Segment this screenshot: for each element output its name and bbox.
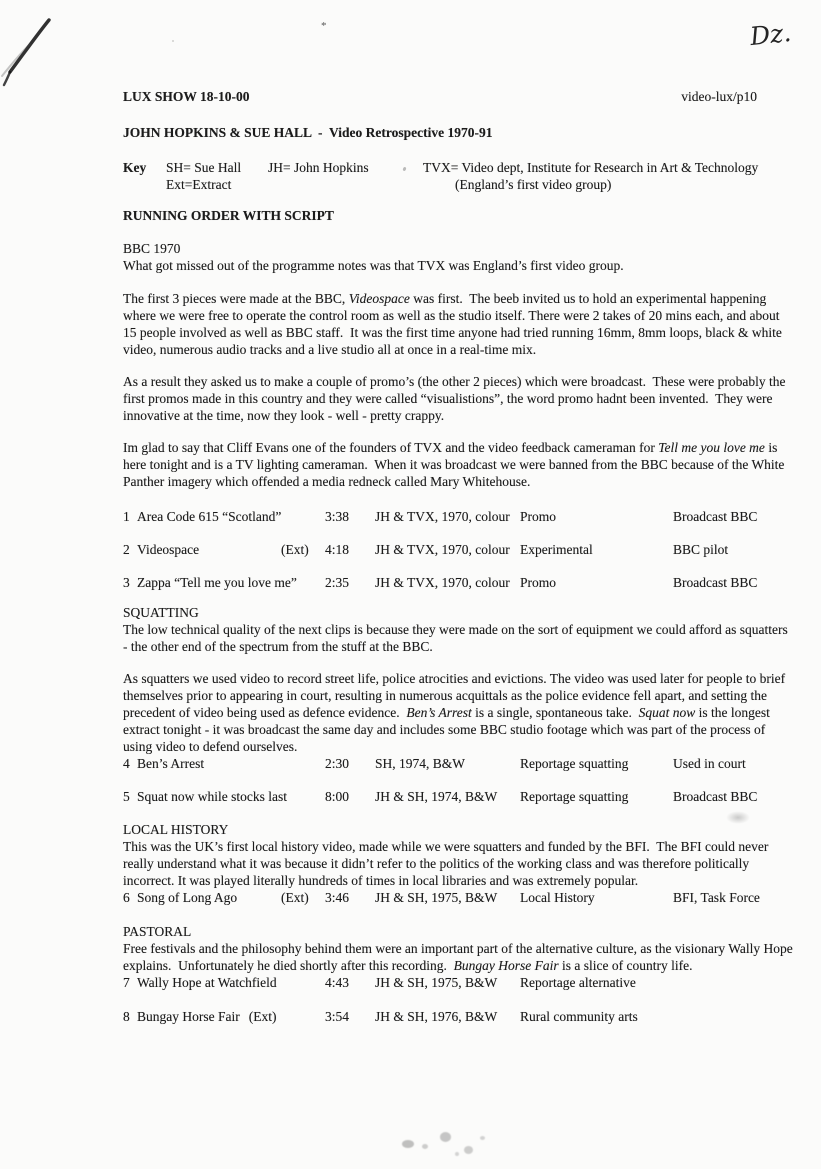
- section-heading-squatting: SQUATTING: [123, 605, 199, 620]
- row-duration: 4:43: [325, 975, 350, 990]
- row-status: Broadcast BBC: [673, 575, 758, 590]
- row-status: [673, 974, 795, 991]
- row-credits: JH & TVX, 1970, colour: [375, 542, 510, 557]
- paragraph: What got missed out of the programme notes was that TVX was England’s first video group.: [123, 258, 624, 273]
- row-status: Broadcast BBC: [673, 509, 758, 524]
- section-pastoral: [123, 923, 795, 974]
- paragraph: As a result they asked us to make a couple of promo’s (the other 2 pieces) which were broadcast. These were probably the first promos made in this country and they were called “visualistions”, the word promo hadnt been invented. They were innovative at the time, now they look - well - pretty crappy.: [123, 374, 789, 423]
- row-number: 5: [123, 789, 130, 804]
- scan-artifact-speck: [172, 40, 174, 42]
- row-ext: (Ext): [281, 542, 309, 557]
- row-title: 8 Bungay Horse Fair (Ext): [123, 1009, 277, 1024]
- row-genre: Rural community arts: [520, 1009, 638, 1024]
- section-heading-local-history: LOCAL HISTORY: [123, 822, 229, 837]
- row-title: 4 Ben’s Arrest: [123, 756, 205, 771]
- row-status: BBC pilot: [673, 542, 729, 557]
- key-ext: Ext=Extract: [166, 177, 232, 192]
- table-row: [123, 508, 795, 525]
- row-title: 1 Area Code 615 “Scotland”: [123, 509, 282, 524]
- row-credits: SH, 1974, B&W: [375, 756, 466, 771]
- key-label: Key: [123, 160, 147, 175]
- row-duration: 4:18: [325, 542, 350, 557]
- row-credits: JH & SH, 1974, B&W: [375, 789, 498, 804]
- handwritten-annotation: Dz.: [748, 17, 793, 52]
- row-credits: JH & SH, 1975, B&W: [375, 890, 498, 905]
- table-row: [123, 788, 795, 805]
- row-credits: JH & TVX, 1970, colour: [375, 509, 510, 524]
- row-status: [673, 1008, 795, 1025]
- row-number: 3: [123, 575, 130, 590]
- show-title: LUX SHOW 18-10-00: [123, 89, 250, 104]
- row-genre: Reportage squatting: [520, 789, 629, 804]
- section-heading-pastoral: PASTORAL: [123, 924, 192, 939]
- pen-stroke-mark: [0, 8, 60, 90]
- key-tvx-note: (England’s first video group): [455, 177, 612, 192]
- section-heading-bbc: BBC 1970: [123, 241, 181, 256]
- paragraph: Im glad to say that Cliff Evans one of the founders of TVX and the video feedback cameraman for Tell me you love me is here tonight and is a TV lighting cameraman. When it was broadcast we were banned from the BBC because of the White Panther imagery which offended a media redneck called Mary Whitehouse.: [123, 440, 788, 489]
- row-status: Broadcast BBC: [673, 789, 758, 804]
- key-sh: SH= Sue Hall: [166, 160, 242, 175]
- row-title: 7 Wally Hope at Watchfield: [123, 975, 277, 990]
- scan-artifact-asterisk: *: [321, 20, 327, 32]
- row-duration: 3:54: [325, 1009, 350, 1024]
- row-credits: JH & SH, 1975, B&W: [375, 975, 498, 990]
- row-genre: Reportage alternative: [520, 975, 636, 990]
- row-title: 2 Videospace (Ext): [123, 542, 309, 557]
- scan-artifact-smudges: [392, 1122, 522, 1167]
- document-header: [123, 88, 795, 105]
- key-jh: JH= John Hopkins: [268, 160, 369, 175]
- row-duration: 3:38: [325, 509, 350, 524]
- table-row: [123, 574, 795, 591]
- row-ext: (Ext): [281, 890, 309, 905]
- row-credits: JH & TVX, 1970, colour: [375, 575, 510, 590]
- row-status: BFI, Task Force: [673, 890, 760, 905]
- row-number: 4: [123, 756, 130, 771]
- table-row: [123, 1008, 795, 1025]
- table-row: [123, 541, 795, 558]
- running-order-heading: RUNNING ORDER WITH SCRIPT: [123, 208, 334, 223]
- section-bbc: [123, 240, 795, 274]
- row-title: 6 Song of Long Ago (Ext): [123, 890, 309, 905]
- paragraph: The low technical quality of the next clips is because they were made on the sort of equipment we could afford as squatters - the other end of the spectrum from the stuff at the BBC.: [123, 622, 792, 654]
- row-status: Used in court: [673, 756, 746, 771]
- document-content: [123, 88, 795, 1025]
- key-legend: [123, 159, 795, 193]
- page-title: JOHN HOPKINS & SUE HALL - Video Retrospective 1970-91: [123, 125, 493, 140]
- row-title: 5 Squat now while stocks last: [123, 789, 287, 804]
- row-duration: 3:46: [325, 890, 350, 905]
- row-credits: JH & SH, 1976, B&W: [375, 1009, 498, 1024]
- table-row: [123, 974, 795, 991]
- row-genre: Experimental: [520, 542, 593, 557]
- row-number: 7: [123, 975, 130, 990]
- section-squatting: [123, 604, 795, 655]
- row-duration: 2:35: [325, 575, 350, 590]
- row-duration: 8:00: [325, 789, 350, 804]
- paragraph: Free festivals and the philosophy behind them were an important part of the alternative culture, as the visionary Wally Hope explains. Unfortunately he died shortly after this recording. Bungay Horse Fair is a slice of country life.: [123, 941, 797, 973]
- row-genre: Promo: [520, 509, 557, 524]
- paragraph: As squatters we used video to record street life, police atrocities and evictions. The video was used later for people to brief themselves prior to appearing in court, resulting in numerous acquittals as the police evidence fell apart, and setting the precedent of video being used as defence evidence. Ben’s Arrest is a single, spontaneous take. Squat now is the longest extract tonight - it was broadcast the same day and includes some BBC studio footage which was part of the process of using video to defend ourselves.: [123, 671, 789, 754]
- row-genre: Local History: [520, 890, 595, 905]
- row-ext: (Ext): [248, 1009, 277, 1024]
- row-number: 8: [123, 1009, 130, 1024]
- row-genre: Promo: [520, 575, 557, 590]
- row-number: 2: [123, 542, 130, 557]
- table-row: [123, 755, 795, 772]
- section-local-history: [123, 821, 795, 889]
- row-title: 3 Zappa “Tell me you love me”: [123, 575, 297, 590]
- row-number: 6: [123, 890, 130, 905]
- row-genre: Reportage squatting: [520, 756, 629, 771]
- table-row: [123, 889, 795, 906]
- paragraph: This was the UK’s first local history video, made while we were squatters and funded by the BFI. The BFI could never really understand what it was because it didn’t refer to the politics of the working class and was therefore politically incorrect. It was played literally hundreds of times in local libraries and was extremely popular.: [123, 839, 772, 888]
- row-number: 1: [123, 509, 130, 524]
- page-reference: video-lux/p10: [681, 89, 757, 104]
- paragraph: The first 3 pieces were made at the BBC, Videospace was first. The beeb invited us to hold an experimental happening where we were free to operate the control room as well as the studio itself. There were 2 takes of 20 mins each, and about 15 people involved as well as BBC staff. It was the first time anyone had tried running 16mm, 8mm loops, black & white video, numerous audio tracks and a live studio all at once in a real-time mix.: [123, 291, 786, 357]
- row-duration: 2:30: [325, 756, 350, 771]
- key-tvx: TVX= Video dept, Institute for Research in Art & Technology: [423, 160, 759, 175]
